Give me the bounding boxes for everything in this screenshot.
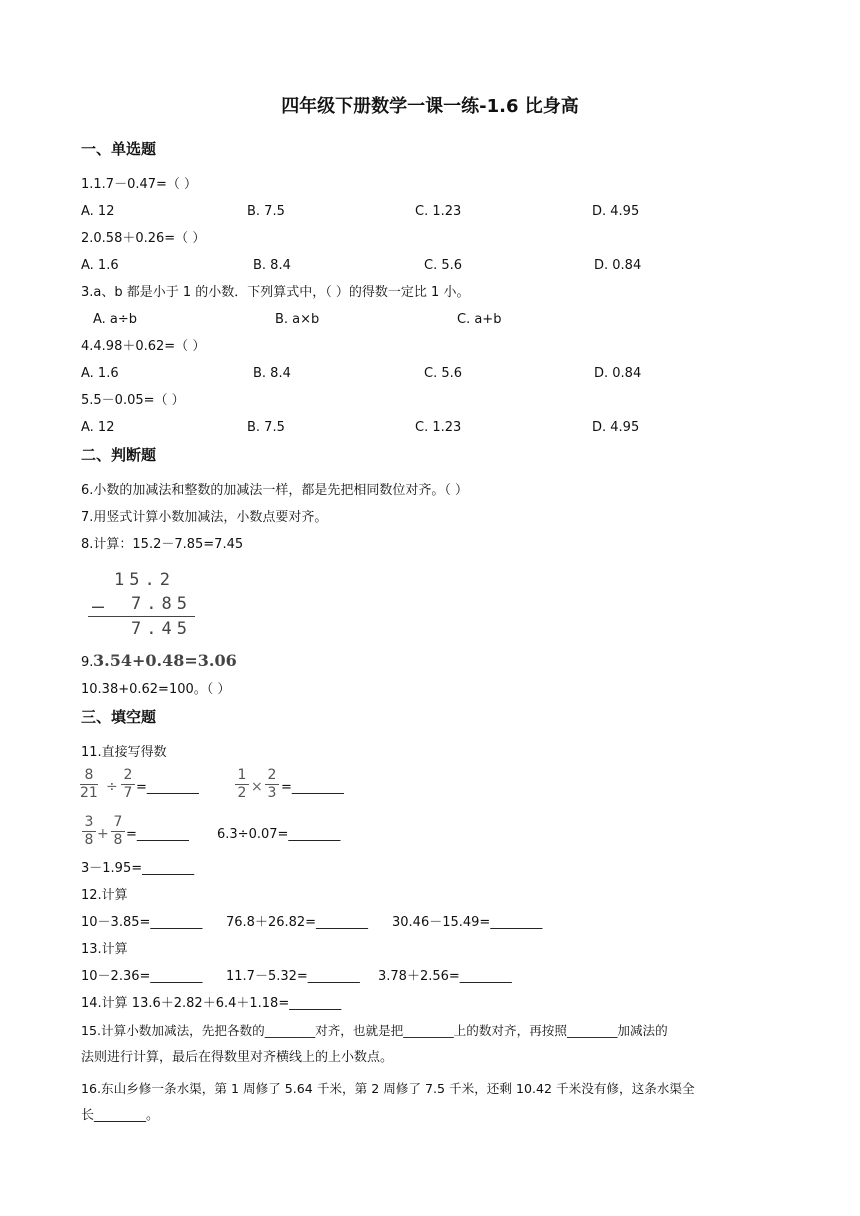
question-3-stem: 3.a、b 都是小于 1 的小数．下列算式中，（ ）的得数一定比 1 小。 (81, 285, 470, 300)
q12-expression-1[interactable]: 10－3.85=________ (81, 915, 203, 930)
q3-option-c[interactable]: C. a+b (457, 312, 502, 327)
answer-blank-3[interactable]: =________ (126, 827, 189, 842)
section-heading-single-choice: 一、单选题 (81, 140, 157, 158)
q4-option-c[interactable]: C. 5.6 (424, 366, 463, 381)
question-10: 10.38+0.62=100。（ ） (81, 682, 231, 697)
divide-operator: ÷ (106, 779, 118, 795)
question-9-number: 9. (81, 655, 94, 670)
denominator: 8 (113, 832, 123, 848)
question-7: 7.用竖式计算小数加减法，小数点要对齐。 (81, 510, 328, 525)
numerator: 2 (123, 767, 133, 783)
numerator: 1 (237, 767, 247, 783)
numerator: 8 (84, 767, 94, 783)
expression-3-minus-1.95[interactable]: 3－1.95=________ (81, 861, 195, 876)
expression-6.3-div-0.07[interactable]: 6.3÷0.07=________ (217, 827, 341, 842)
q5-option-d[interactable]: D. 4.95 (592, 420, 640, 435)
q2-option-d[interactable]: D. 0.84 (594, 258, 642, 273)
question-15-line-2: 法则进行计算，最后在得数里对齐横线上的上小数点。 (81, 1050, 394, 1065)
numerator: 2 (267, 767, 277, 783)
q4-option-a[interactable]: A. 1.6 (81, 366, 119, 381)
answer-blank-2[interactable]: =________ (281, 780, 344, 795)
vertical-minuend: 15.2 (114, 570, 175, 590)
question-9-expression: 3.54+0.48=3.06 (93, 651, 237, 670)
q13-expression-2[interactable]: 11.7－5.32=________ (226, 969, 360, 984)
q3-option-a[interactable]: A. a÷b (93, 312, 138, 327)
fraction-7-8 (111, 815, 125, 848)
question-6: 6.小数的加减法和整数的加减法一样，都是先把相同数位对齐。（ ） (81, 483, 469, 498)
numerator: 3 (84, 814, 94, 830)
q1-option-c[interactable]: C. 1.23 (415, 204, 462, 219)
q5-option-c[interactable]: C. 1.23 (415, 420, 462, 435)
question-16-line-1: 16.东山乡修一条水渠，第 1 周修了 5.64 千米，第 2 周修了 7.5 千米，还剩 10.42 千米没有修，这条水渠全 (81, 1081, 695, 1096)
q4-option-d[interactable]: D. 0.84 (594, 366, 642, 381)
vertical-underline (88, 616, 195, 617)
fraction-3-8 (82, 815, 96, 848)
denominator: 8 (84, 832, 94, 848)
denominator: 3 (267, 785, 277, 801)
q13-expression-3[interactable]: 3.78＋2.56=________ (378, 969, 512, 984)
q1-option-d[interactable]: D. 4.95 (592, 204, 640, 219)
question-2-stem: 2.0.58＋0.26=（ ） (81, 231, 206, 246)
denominator: 2 (237, 785, 247, 801)
q2-option-c[interactable]: C. 5.6 (424, 258, 463, 273)
q3-option-b[interactable]: B. a×b (275, 312, 320, 327)
q1-option-a[interactable]: A. 12 (81, 204, 115, 219)
question-5-stem: 5.5－0.05=（ ） (81, 393, 185, 408)
denominator: 21 (80, 785, 98, 801)
vertical-difference: 7.45 (131, 619, 192, 639)
question-15-line-1[interactable]: 15.计算小数加减法，先把各数的________对齐，也就是把________上的数对齐，再按照________加减法的 (81, 1023, 668, 1038)
vertical-minus-sign: — (92, 594, 105, 618)
q5-option-b[interactable]: B. 7.5 (247, 420, 285, 435)
question-16-line-2[interactable]: 长________。 (81, 1108, 160, 1123)
plus-operator: + (97, 826, 109, 842)
fraction-2-3 (265, 768, 279, 801)
q13-expression-1[interactable]: 10－2.36=________ (81, 969, 203, 984)
fraction-2-7 (121, 768, 135, 801)
question-13-stem: 13.计算 (81, 942, 128, 957)
q12-expression-3[interactable]: 30.46－15.49=________ (392, 915, 543, 930)
section-heading-true-false: 二、判断题 (81, 446, 157, 464)
q4-option-b[interactable]: B. 8.4 (253, 366, 291, 381)
q2-option-a[interactable]: A. 1.6 (81, 258, 119, 273)
section-heading-fill-blank: 三、填空题 (81, 708, 157, 726)
q5-option-a[interactable]: A. 12 (81, 420, 115, 435)
answer-blank-1[interactable]: =________ (136, 780, 199, 795)
q12-expression-2[interactable]: 76.8＋26.82=________ (226, 915, 369, 930)
multiply-operator: × (251, 779, 263, 795)
fraction-1-2 (235, 768, 249, 801)
q2-option-b[interactable]: B. 8.4 (253, 258, 291, 273)
question-8-stem: 8.计算：15.2－7.85=7.45 (81, 537, 244, 552)
question-12-stem: 12.计算 (81, 888, 128, 903)
page-title: 四年级下册数学一课一练-1.6 比身高 (281, 96, 579, 117)
fraction-8-21 (80, 768, 98, 801)
question-14[interactable]: 14.计算 13.6＋2.82＋6.4＋1.18=________ (81, 996, 342, 1011)
vertical-subtrahend: 7.85 (131, 594, 192, 614)
denominator: 7 (123, 785, 133, 801)
numerator: 7 (113, 814, 123, 830)
question-4-stem: 4.4.98＋0.62=（ ） (81, 339, 206, 354)
question-11-stem: 11.直接写得数 (81, 745, 167, 760)
question-1-stem: 1.1.7－0.47=（ ） (81, 177, 198, 192)
q1-option-b[interactable]: B. 7.5 (247, 204, 285, 219)
